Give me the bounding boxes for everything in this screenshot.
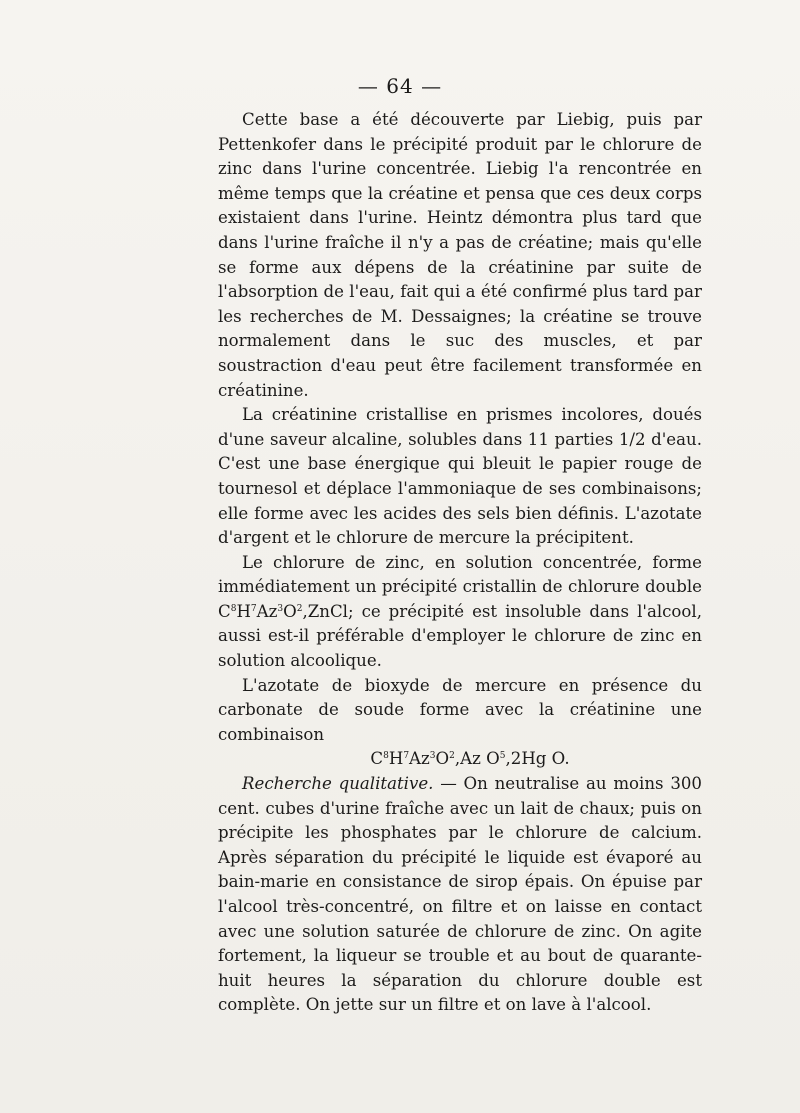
paragraph-3-lead: Le chlorure de zinc, en solution concentrée, forme immédiatement un précipité cristallin de chlorure double — [218, 552, 702, 597]
paragraph-3-tail: ; ce précipité est insoluble dans l'alcool, aussi est-il préférable d'employer le chlorure de zinc en solution alcoolique. — [218, 601, 702, 671]
chemical-formula-inline: $C^8H^7Az^3O^2,ZnCl$ — [218, 601, 348, 621]
paragraph-2: La créatinine cristallise en prismes incolores, doués d'une saveur alcaline, solubles dans 11 parties 1/2 d'eau. C'est une base énergique qui bleuit le papier rouge de tournesol et déplace l'ammoniaque de ses combinaisons; elle forme avec les acides des sels bien définis. L'azotate d'argent et le chlorure de mercure la précipitent. — [218, 405, 702, 548]
paragraph-4: L'azotate de bioxyde de mercure en présence du carbonate de soude forme avec la créatinine une combinaison — [218, 675, 702, 744]
page-body — [218, 108, 702, 1018]
section-body: — On neutralise au moins 300 cent. cubes d'urine fraîche avec un lait de chaux; puis on précipite les phosphates par le chlorure de calcium. Après séparation du précipité le liquide est évaporé au bain-marie en consistance de sirop épais. On épuise par l'alcool très-concentré, on filtre et on laisse en contact avec une solution saturée de chlorure de zinc. On agite fortement, la liqueur se trouble et au bout de quarante-huit heures la séparation du chlorure double est complète. On jette sur un filtre et on lave à l'alcool. — [218, 774, 702, 1015]
section-recherche — [218, 772, 702, 1018]
paragraph-3 — [218, 551, 702, 674]
section-title: Recherche qualitative. — [242, 774, 434, 794]
page-number: — 64 — — [357, 74, 443, 98]
chemical-formula-display: $C^8H^7Az^3O^2,Az$ $O^5,2Hg$ O. — [370, 749, 570, 769]
paragraph-1: Cette base a été découverte par Liebig, puis par Pettenkofer dans le précipité produit par le chlorure de zinc dans l'urine concentrée. Liebig l'a rencontrée en même temps que la créatine et pensa que ces deux corps existaient dans l'urine. Heintz démontra plus tard que dans l'urine fraîche il n'y a pas de créatine; mais qu'elle se forme aux dépens de la créatinine par suite de l'absorption de l'eau, fait qui a été confirmé plus tard par les recherches de M. Dessaignes; la créatine se trouve normalement dans le suc des muscles, et par soustraction d'eau peut être facilement transformée en créatinine. — [218, 110, 702, 400]
